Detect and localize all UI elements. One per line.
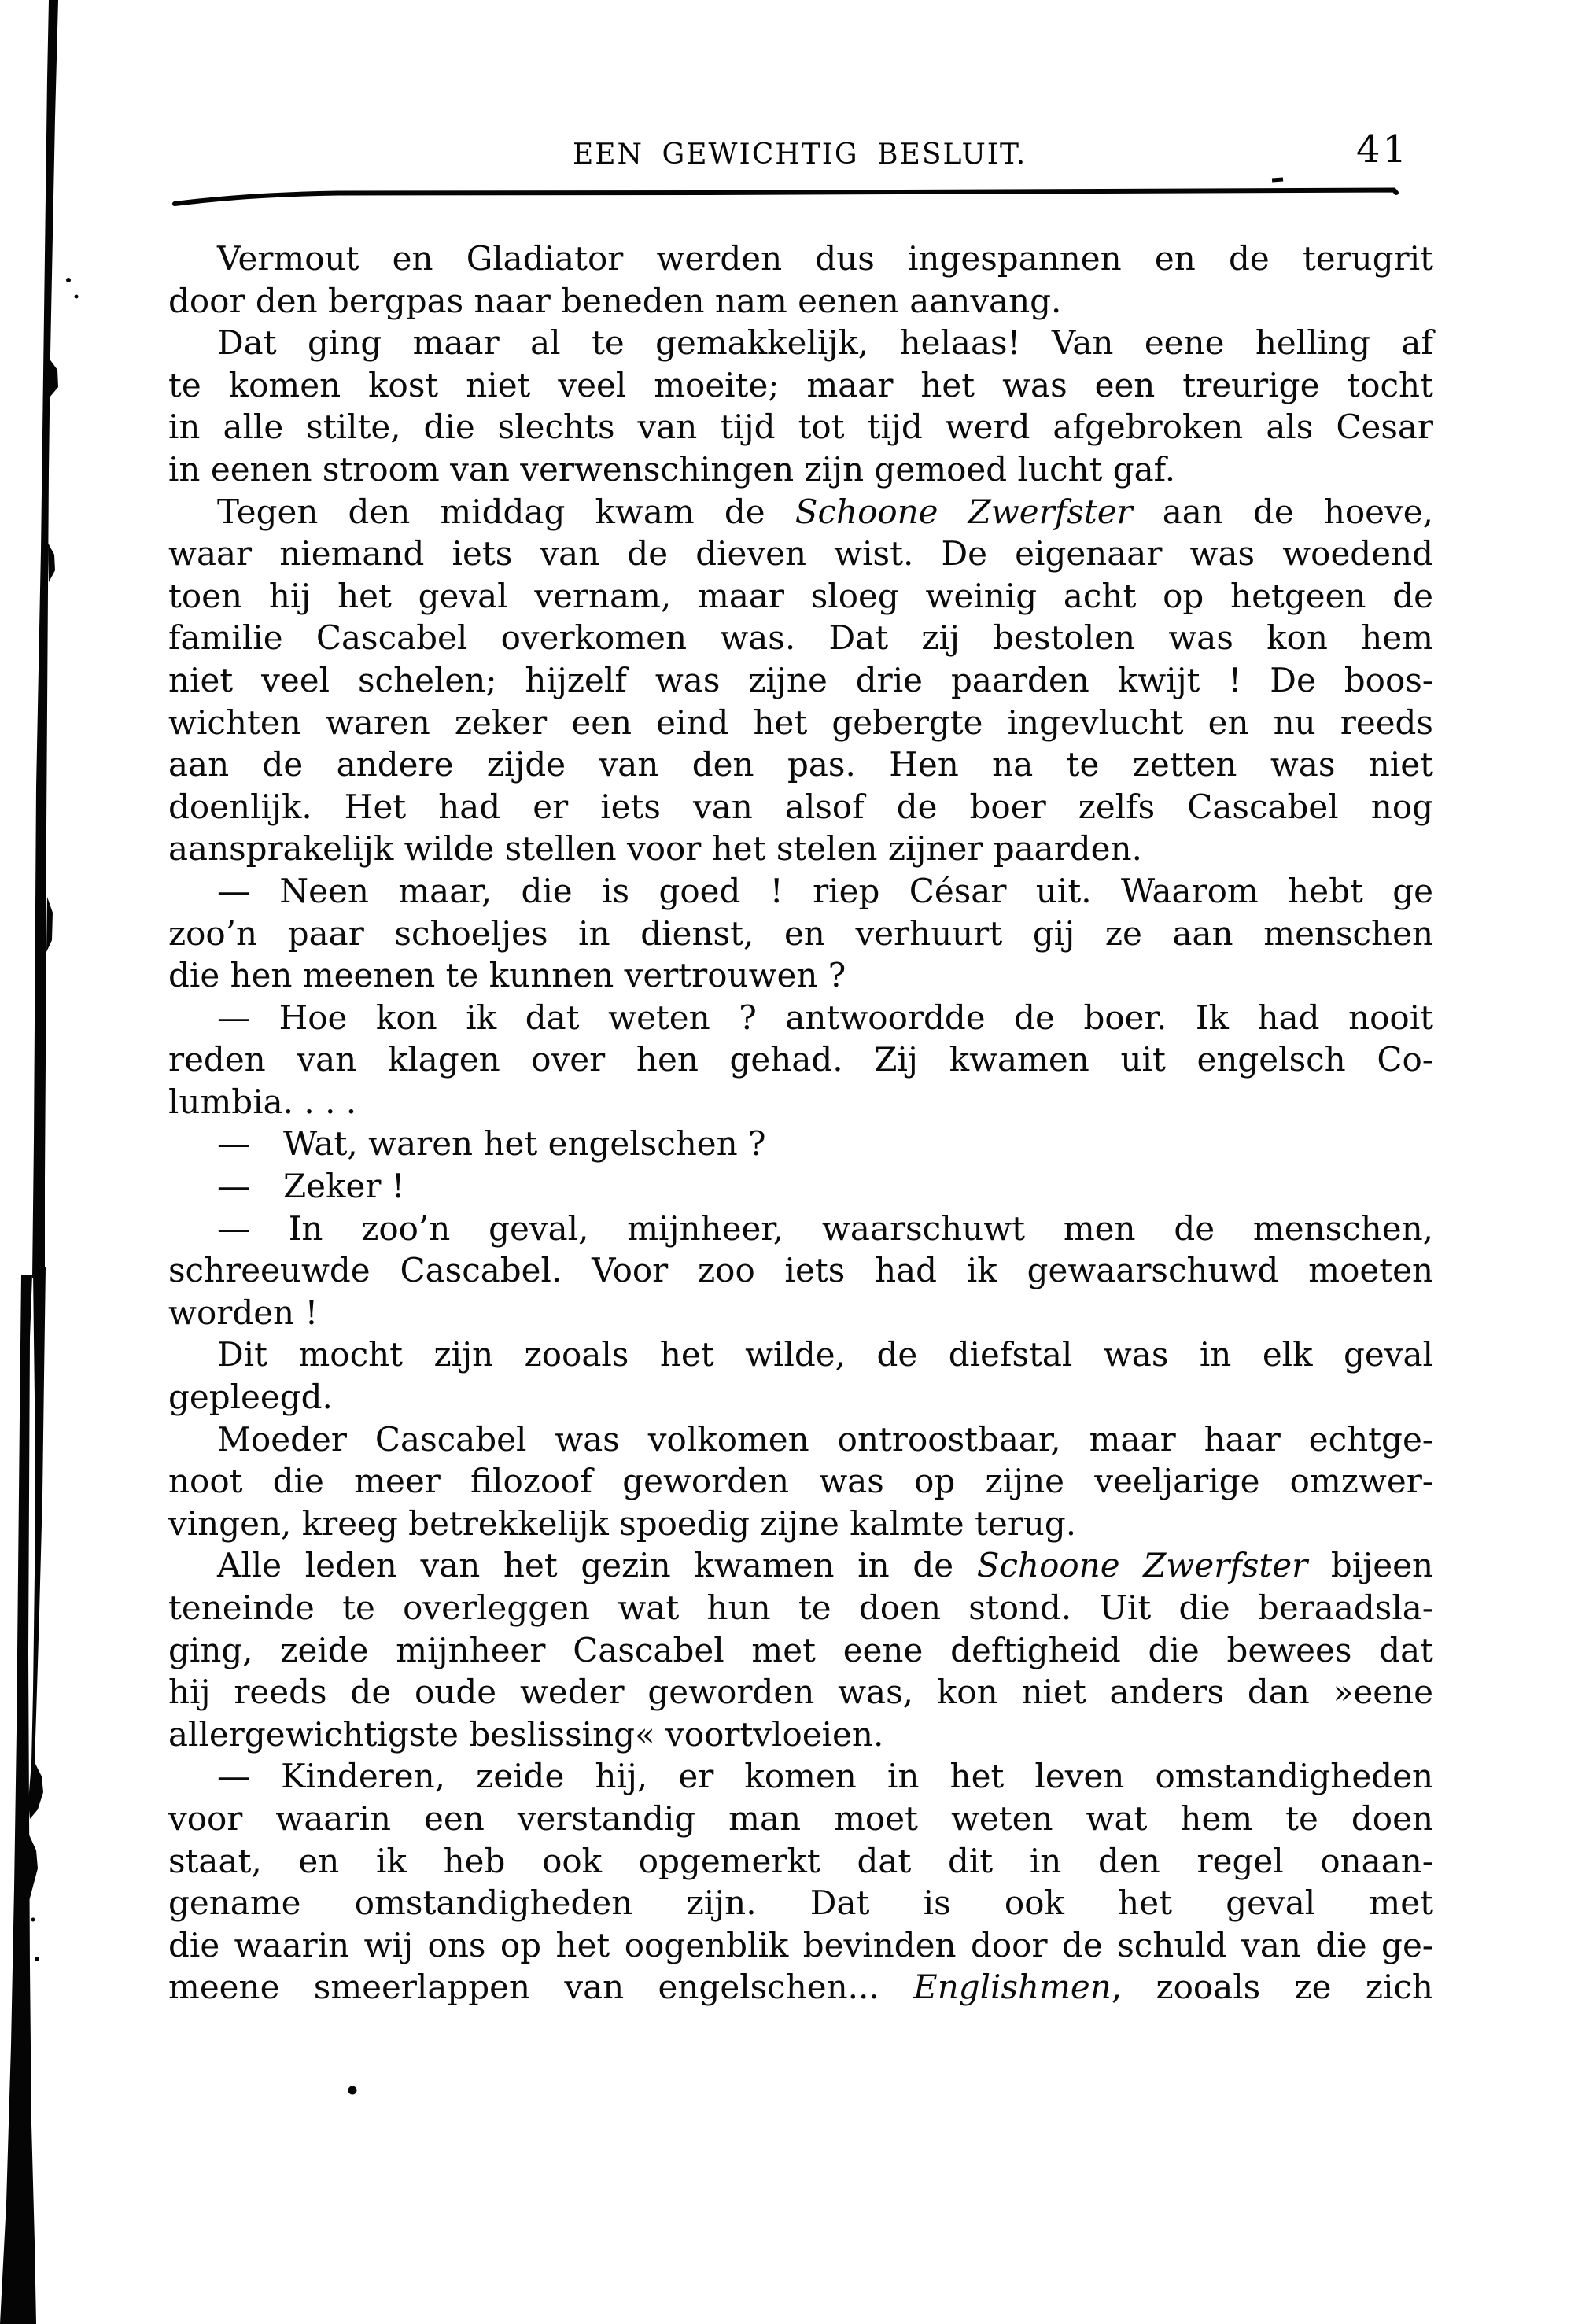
text-line <box>168 1544 1433 1587</box>
scan-speck <box>1272 178 1283 183</box>
text-segment: ging, zeide mijnheer Cascabel met eene deftigheid die bewees dat <box>168 1630 1433 1669</box>
scan-speck <box>35 1957 39 1961</box>
text-segment: — Kinderen, zeide hij, er komen in het leven omstandigheden <box>217 1757 1433 1796</box>
text-line <box>168 617 1433 659</box>
text-line <box>168 1334 1433 1376</box>
text-line <box>168 1460 1433 1503</box>
text-line <box>168 1123 1433 1165</box>
text-segment: familie Cascabel overkomen was. Dat zij bestolen was kon hem <box>168 618 1433 658</box>
text-segment: doenlijk. Het had er iets van alsof de boer zelfs Cascabel nog <box>168 787 1433 826</box>
text-line <box>168 238 1433 280</box>
text-segment: die waarin wij ons op het oogenblik bevinden door de schuld van die ge- <box>168 1925 1433 1964</box>
text-segment: Dit mocht zijn zooals het wilde, de diefstal was in elk geval <box>217 1335 1433 1374</box>
text-line <box>168 702 1433 744</box>
body-text-block <box>168 238 1433 2009</box>
text-line <box>168 322 1433 364</box>
header-rule <box>175 190 1396 205</box>
text-line <box>168 743 1433 786</box>
text-line <box>168 1671 1433 1713</box>
text-line <box>168 828 1433 870</box>
text-segment: aan de hoeve, <box>1132 492 1433 531</box>
text-line <box>168 1292 1433 1334</box>
text-segment: Moeder Cascabel was volkomen ontroostbaar, maar haar echtge- <box>217 1419 1433 1459</box>
text-line <box>168 1418 1433 1461</box>
text-line <box>168 491 1433 533</box>
text-line <box>168 1882 1433 1924</box>
binding-shadow-upper-bar <box>32 0 58 1278</box>
text-line <box>168 406 1433 448</box>
text-segment: vingen, kreeg betrekkelijk spoedig zijne kalmte terug. <box>168 1503 1077 1543</box>
text-line <box>168 280 1433 323</box>
text-segment: Vermout en Gladiator werden dus ingespannen en de terugrit <box>217 239 1433 278</box>
text-line <box>168 1038 1433 1081</box>
text-segment: niet veel schelen; hijzelf was zijne drie paarden kwijt ! De boos- <box>168 660 1433 699</box>
binding-shadow-bump <box>46 897 53 952</box>
binding-shadow-right-branch <box>28 1267 46 1819</box>
text-line <box>168 575 1433 618</box>
text-line <box>168 1755 1433 1798</box>
text-segment: — Wat, waren het engelschen ? <box>217 1124 766 1164</box>
text-segment: noot die meer filozoof geworden was op zijne veeljarige omzwer- <box>168 1462 1433 1501</box>
text-line <box>168 1713 1433 1756</box>
text-line <box>168 1503 1433 1545</box>
text-line <box>168 448 1433 491</box>
scan-speck <box>31 1918 35 1922</box>
text-line <box>168 870 1433 913</box>
text-segment: , zooals ze zich <box>1111 1968 1433 2007</box>
text-segment: — Hoe kon ik dat weten ? antwoordde de boer. Ik had nooit <box>217 998 1433 1037</box>
running-header-title: EEN GEWICHTIG BESLUIT. <box>573 138 1027 171</box>
text-segment: — Zeker ! <box>217 1167 405 1206</box>
text-segment: waar niemand iets van de dieven wist. De eigenaar was woedend <box>168 534 1433 574</box>
text-segment: worden ! <box>168 1293 319 1332</box>
text-segment: hij reeds de oude weder geworden was, kon niet anders dan »eene <box>168 1673 1433 1712</box>
text-segment: in alle stilte, die slechts van tijd tot tijd werd afgebroken als Cesar <box>168 408 1433 447</box>
text-segment: — In zoo’n geval, mijnheer, waarschuwt men de menschen, <box>217 1208 1433 1248</box>
text-segment: die hen meenen te kunnen vertrouwen ? <box>168 956 846 995</box>
text-line <box>168 1966 1433 2009</box>
text-segment: toen hij het geval vernam, maar sloeg weinig acht op hetgeen de <box>168 576 1433 615</box>
text-segment: schreeuwde Cascabel. Voor zoo iets had ik gewaarschuwd moeten <box>168 1251 1433 1290</box>
text-segment: reden van klagen over hen gehad. Zij kwamen uit engelsch Co- <box>168 1040 1433 1079</box>
text-segment: staat, en ik heb ook opgemerkt dat dit in den regel onaan- <box>168 1841 1433 1880</box>
text-segment-italic: Schoone Zwerfster <box>976 1546 1308 1585</box>
text-line <box>168 1208 1433 1250</box>
text-line <box>168 1587 1433 1629</box>
text-segment: aan de andere zijde van den pas. Hen na te zetten was niet <box>168 745 1433 784</box>
text-segment: — Neen maar, die is goed ! riep César uit. Waarom hebt ge <box>217 871 1433 910</box>
text-line <box>168 1798 1433 1840</box>
scan-speck <box>66 278 71 282</box>
text-line <box>168 1924 1433 1967</box>
text-line <box>168 1081 1433 1123</box>
binding-shadow-bump <box>49 358 58 397</box>
text-segment: te komen kost niet veel moeite; maar het was een treurige tocht <box>168 365 1433 404</box>
text-segment: in eenen stroom van verwenschingen zijn gemoed lucht gaf. <box>168 449 1176 489</box>
text-line <box>168 364 1433 407</box>
text-segment: gename omstandigheden zijn. Dat is ook het geval met <box>168 1883 1433 1923</box>
text-segment: teneinde te overleggen wat hun te doen stond. Uit die beraadsla- <box>168 1588 1433 1627</box>
text-segment: bijeen <box>1307 1546 1433 1585</box>
text-line <box>168 1376 1433 1418</box>
text-segment: Tegen den middag kwam de <box>217 492 795 531</box>
text-segment: Dat ging maar al te gemakkelijk, helaas! Van eene helling af <box>217 323 1433 363</box>
scan-speck <box>75 295 79 299</box>
text-segment-italic: Schoone Zwerfster <box>795 492 1133 531</box>
text-line <box>168 533 1433 575</box>
text-line <box>168 1840 1433 1883</box>
text-segment: door den bergpas naar beneden nam eenen aanvang. <box>168 281 1062 320</box>
text-segment: voor waarin een verstandig man moet weten wat hem te doen <box>168 1798 1433 1838</box>
text-segment: meene smeerlappen van engelschen... <box>168 1968 914 2007</box>
page-number: 41 <box>1356 127 1410 172</box>
binding-shadow-lower-bar <box>0 1275 36 2324</box>
text-line <box>168 1249 1433 1292</box>
text-line <box>168 1165 1433 1208</box>
text-line <box>168 659 1433 702</box>
binding-shadow-bump <box>28 1833 38 1904</box>
text-segment: lumbia. . . . <box>168 1082 357 1121</box>
text-line <box>168 913 1433 955</box>
text-segment: gepleegd. <box>168 1378 333 1417</box>
scan-speck <box>348 2086 357 2095</box>
text-line <box>168 786 1433 828</box>
text-segment: aansprakelijk wilde stellen voor het stelen zijner paarden. <box>168 829 1142 869</box>
text-line <box>168 997 1433 1039</box>
text-segment: Alle leden van het gezin kwamen in de <box>217 1546 977 1585</box>
text-segment: allergewichtigste beslissing« voortvloeien. <box>168 1714 884 1754</box>
text-segment: wichten waren zeker een eind het gebergte ingevlucht en nu reeds <box>168 703 1433 742</box>
text-segment: zoo’n paar schoeljes in dienst, en verhuurt gij ze aan menschen <box>168 913 1433 953</box>
text-line <box>168 954 1433 997</box>
text-line <box>168 1629 1433 1672</box>
text-segment-italic: Englishmen <box>913 1968 1112 2007</box>
binding-shadow-bump <box>48 543 55 582</box>
